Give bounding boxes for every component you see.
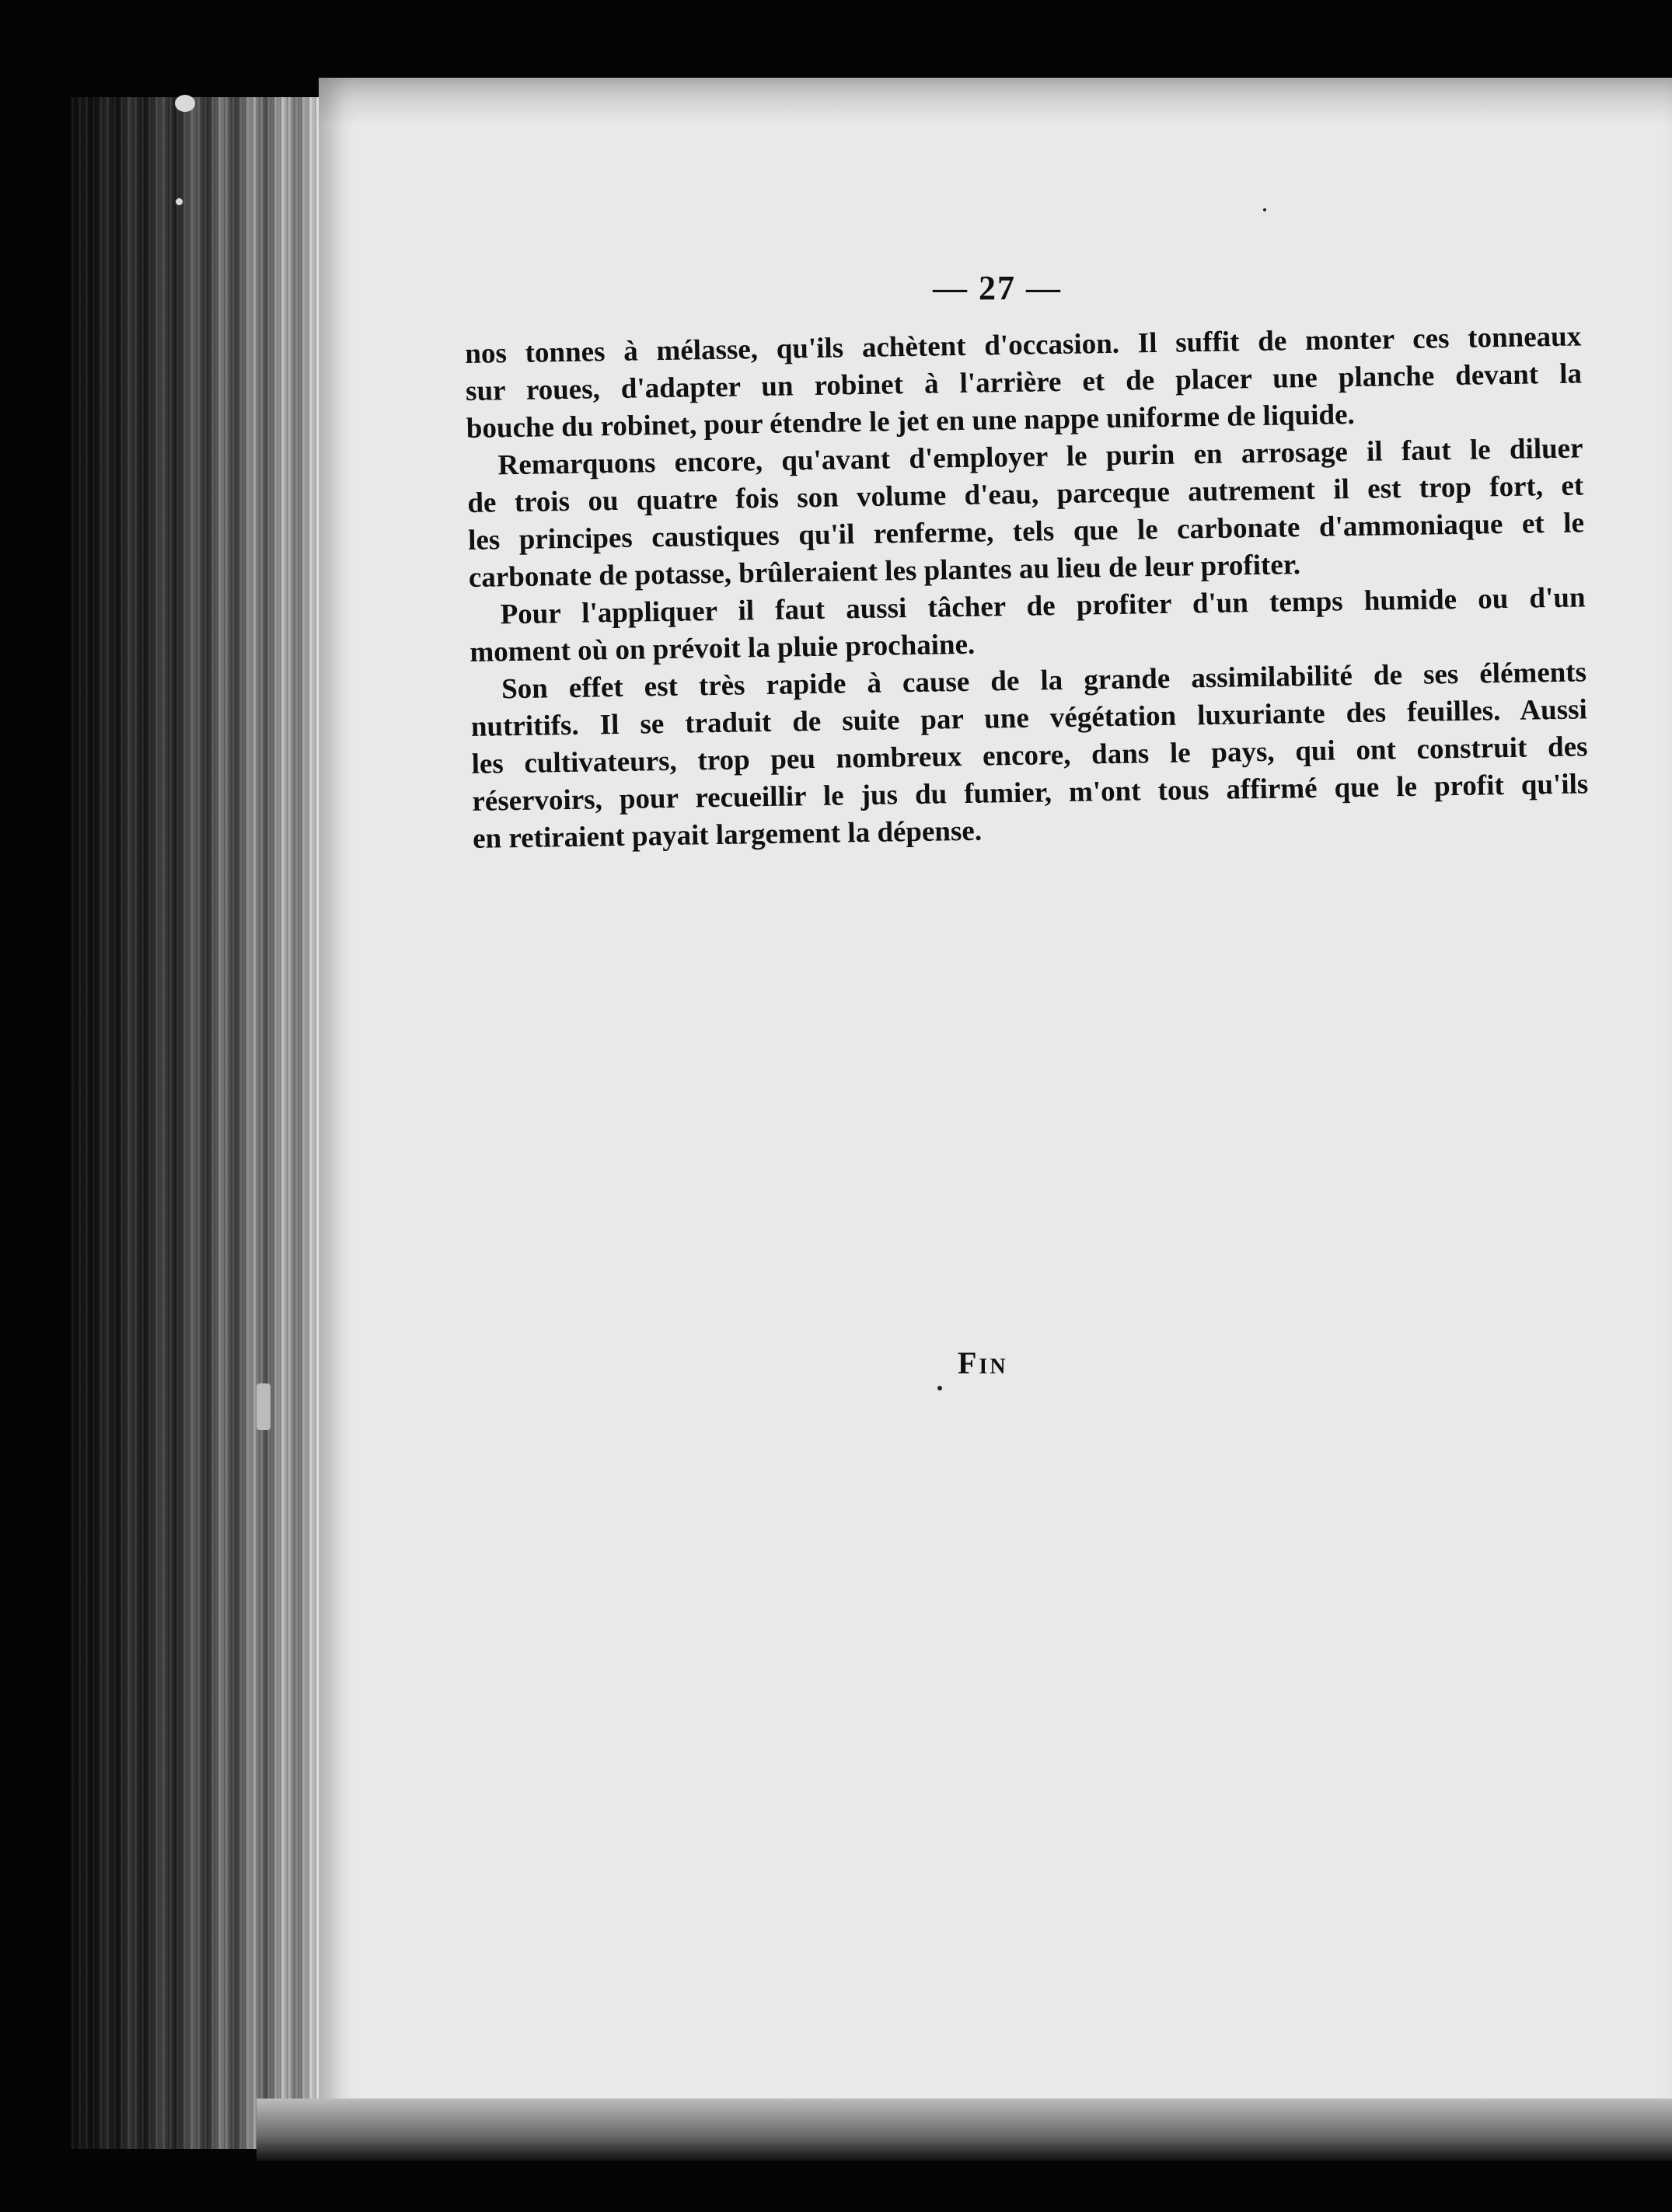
text-line: nutritifs. Il se traduit de suite par une végétation luxuriante des feuilles. Aussi [470, 693, 1588, 743]
body-text [465, 318, 1589, 857]
text-line: sur roues, d'adapter un robinet à l'arrière et de placer une planche devant la [465, 358, 1583, 407]
text-line: de trois ou quatre fois son volume d'eau, parceque autrement il est trop fort, et [467, 469, 1584, 519]
scan-speck [937, 1386, 942, 1390]
paragraph-1 [465, 318, 1583, 448]
text-line: les principes caustiques qu'il renferme, tels que le carbonate d'ammoniaque et le [467, 507, 1585, 556]
text-line: nos tonnes à mélasse, qu'ils achètent d'occasion. Il suffit de monter ces tonneaux [465, 320, 1582, 370]
book-page-edges [70, 97, 326, 2149]
text-line: en retiraient payait largement la dépense. [472, 815, 983, 855]
text-line: les cultivateurs, trop peu nombreux encore, dans le pays, qui ont construit des [471, 731, 1588, 780]
scan-speck [257, 1383, 271, 1430]
text-line: Pour l'appliquer il faut aussi tâcher de profiter d'un temps humide ou d'un [500, 581, 1586, 631]
scan-speck [175, 95, 195, 112]
text-line: Son effet est très rapide à cause de la grande assimilabilité de ses éléments [501, 656, 1587, 706]
paragraph-4 [470, 654, 1590, 858]
scan-speck [1263, 208, 1266, 211]
scan-speck [176, 198, 183, 205]
text-line: carbonate de potasse, brûleraient les plantes au lieu de leur profiter. [468, 549, 1301, 594]
text-line: bouche du robinet, pour étendre le jet en une nappe uniforme de liquide. [466, 399, 1356, 445]
text-line: moment où on prévoit la pluie prochaine. [469, 628, 976, 668]
paragraph-2 [466, 430, 1585, 597]
page-bottom-edge [257, 2099, 1672, 2161]
end-mark: Fin [958, 1345, 1008, 1380]
text-line: réservoirs, pour recueillir le jus du fumier, m'ont tous affirmé que le profit qu'ils [472, 768, 1589, 818]
page-number: — 27 — [933, 269, 1062, 307]
text-line: Remarquons encore, qu'avant d'employer le purin en arrosage il faut le diluer [497, 432, 1583, 482]
